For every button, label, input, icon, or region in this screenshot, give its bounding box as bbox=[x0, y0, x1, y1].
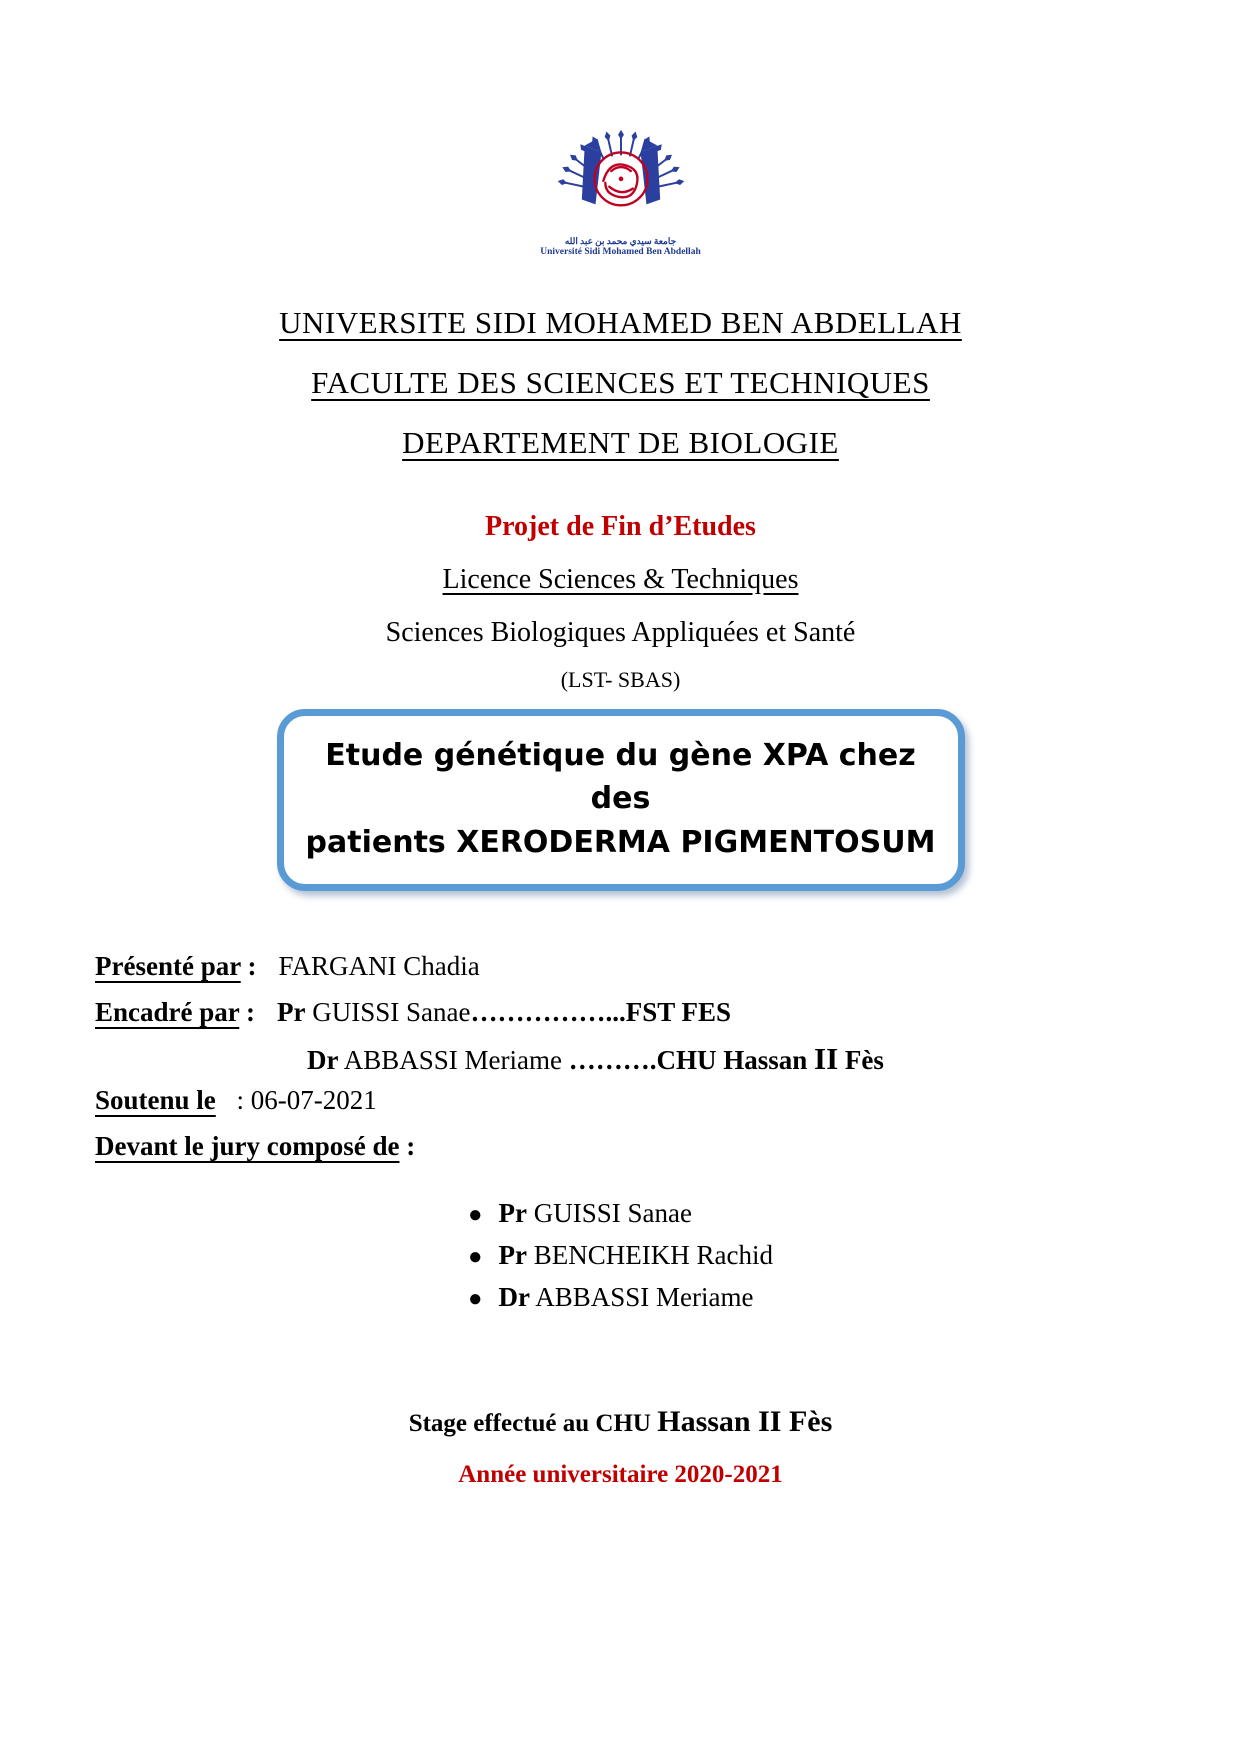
supervisor2-place-city: Fès bbox=[838, 1045, 884, 1076]
torch-left-icon bbox=[581, 146, 601, 205]
supervisor1-place: FST FES bbox=[625, 997, 732, 1028]
supervisor2-name: ABBASSI Meriame bbox=[338, 1045, 569, 1076]
project-abbrev: (LST- SBAS) bbox=[560, 666, 681, 692]
torch-right-icon bbox=[640, 146, 660, 205]
header bbox=[0, 305, 1241, 461]
thesis-title-line2: patients XERODERMA PIGMENTOSUM bbox=[305, 824, 936, 860]
supervisor2-place: CHU Hassan bbox=[656, 1045, 815, 1076]
jury-member-row bbox=[468, 1240, 1241, 1271]
jury-member-name: GUISSI Sanae bbox=[526, 1198, 692, 1229]
supervisor1-dots: ……………... bbox=[470, 997, 626, 1028]
defended-on-row: Soutenu le : 06-07-2021 bbox=[95, 1085, 377, 1116]
jury-member-name: BENCHEIKH Rachid bbox=[526, 1240, 773, 1271]
jury-member-row bbox=[468, 1282, 1241, 1313]
project-program: Sciences Biologiques Appliquées et Santé bbox=[385, 616, 856, 648]
supervisor1-title: Pr bbox=[277, 997, 306, 1028]
jury-heading-label: Devant le jury composé de bbox=[95, 1131, 400, 1162]
bullet-icon: ● bbox=[468, 1202, 483, 1229]
university-name: UNIVERSITE SIDI MOHAMED BEN ABDELLAH bbox=[279, 304, 962, 340]
thesis-title-box bbox=[277, 709, 965, 892]
jury-member-title: Dr bbox=[498, 1282, 530, 1313]
jury-member-name: ABBASSI Meriame bbox=[529, 1282, 754, 1313]
bullet-icon: ● bbox=[468, 1286, 483, 1313]
project-block bbox=[0, 511, 1241, 693]
jury-member-title: Pr bbox=[498, 1198, 527, 1229]
logo-arabic-text: جامعة سيدي محمد بن عبد الله bbox=[564, 236, 677, 246]
supervisor1-name: GUISSI Sanae bbox=[305, 997, 471, 1028]
supervisor2-place-numeral: II bbox=[814, 1041, 839, 1077]
jury-member-row bbox=[468, 1198, 1241, 1229]
university-logo bbox=[0, 0, 1241, 259]
jury-heading-row: Devant le jury composé de : bbox=[95, 1131, 416, 1162]
logo-caption: Université Sidi Mohamed Ben Abdellah bbox=[540, 246, 701, 257]
university-emblem-icon bbox=[523, 108, 719, 236]
presented-by-value: FARGANI Chadia bbox=[278, 951, 480, 982]
details-block bbox=[95, 951, 1241, 1162]
department-name: DEPARTEMENT DE BIOLOGIE bbox=[402, 424, 839, 460]
bullet-icon: ● bbox=[468, 1244, 483, 1271]
project-degree: Licence Sciences & Techniques bbox=[442, 563, 799, 595]
academic-year: Année universitaire 2020-2021 bbox=[458, 1461, 783, 1489]
defended-on-value: 06-07-2021 bbox=[244, 1085, 377, 1116]
supervisor2-dots: ………. bbox=[568, 1045, 657, 1076]
internship-place: Hassan II Fès bbox=[657, 1405, 833, 1439]
supervised-by-label: Encadré par bbox=[95, 997, 240, 1028]
project-kind: Projet de Fin d’Etudes bbox=[485, 510, 756, 542]
supervisor2-title: Dr bbox=[307, 1045, 339, 1076]
presented-by-label: Présenté par bbox=[95, 951, 241, 982]
jury-member-title: Pr bbox=[498, 1240, 527, 1271]
internship-prefix: Stage effectué au CHU bbox=[408, 1410, 658, 1438]
thesis-title-line1: Etude génétique du gène XPA chez des bbox=[325, 737, 916, 817]
faculty-name: FACULTE DES SCIENCES ET TECHNIQUES bbox=[311, 364, 930, 400]
internship-line bbox=[0, 1405, 1241, 1439]
presented-by-row: Présenté par : FARGANI Chadia bbox=[95, 951, 480, 982]
supervised-by-row: Encadré par : Pr GUISSI Sanae……………...FST FES bbox=[95, 997, 732, 1028]
defended-on-label: Soutenu le bbox=[95, 1085, 216, 1116]
supervisor2-row bbox=[95, 1041, 1241, 1077]
jury-list bbox=[468, 1198, 1241, 1313]
